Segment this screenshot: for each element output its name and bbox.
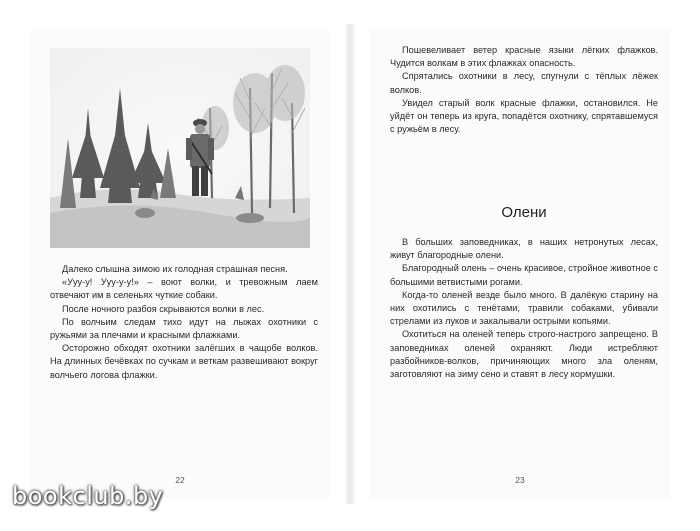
right-page-bottom-text: [390, 236, 658, 381]
paragraph: Осторожно обходят охотники залёгших в чащобе волков. На длинных бечёвках по сучкам и веткам развешивают вокруг волчьего логова флажки.: [50, 343, 318, 380]
paragraph: Далеко слышна зимою их голодная страшная песня.: [62, 264, 288, 274]
paragraph: «Ууу-у! Ууу-у-у!» – воют волки, и тревожным лаем отвечают им в селеньях чуткие собаки.: [50, 277, 318, 301]
paragraph: Благородный олень – очень красивое, стройное животное с большими ветвистыми рогами.: [390, 263, 658, 287]
paragraph: Когда-то оленей везде было много. В далёкую старину на них охотились с тенётами, травили собаками, убивали стрелами из луков и закалывали острыми копьями.: [390, 289, 658, 327]
paragraph: Увидел старый волк красные флажки, остановился. Не уйдёт он теперь из круга, попадётся охотнику, спрятавшемуся с ружьём в лесу.: [390, 97, 658, 135]
paragraph: После ночного разбоя скрываются волки в лес.: [62, 303, 265, 314]
page-number: 23: [515, 475, 525, 485]
right-page: [370, 28, 670, 498]
paragraph: Пошевеливает ветер красные языки лёгких флажков. Чудится волкам в этих флажках опасность.: [390, 45, 658, 69]
chapter-heading: Олени: [501, 204, 547, 221]
page-number: 22: [175, 475, 185, 485]
right-page-top-text: [390, 44, 658, 136]
hunter-illustration: [50, 48, 310, 248]
paragraph: Охотиться на оленей теперь строго-настрого запрещено. В заповедниках оленей охраняют. Люди истребляют разбойников-волков, причиняющих много зла оленям, заготовляют на зиму сено и ставят в лесу кормушки.: [390, 329, 658, 380]
paragraph: По волчьим следам тихо идут на лыжах охотники с ружьями за плечами и красными флажками.: [50, 316, 318, 341]
paragraph: В больших заповедниках, в наших нетронутых лесах, живут благородные олени.: [390, 237, 658, 261]
book-spine: [345, 24, 355, 504]
left-page-text: [50, 263, 318, 382]
watermark: bookclub.by: [12, 482, 164, 510]
paragraph: Спрятались охотники в лесу, спугнули с тёплых лёжек волков.: [390, 71, 658, 95]
left-page: [30, 28, 330, 498]
